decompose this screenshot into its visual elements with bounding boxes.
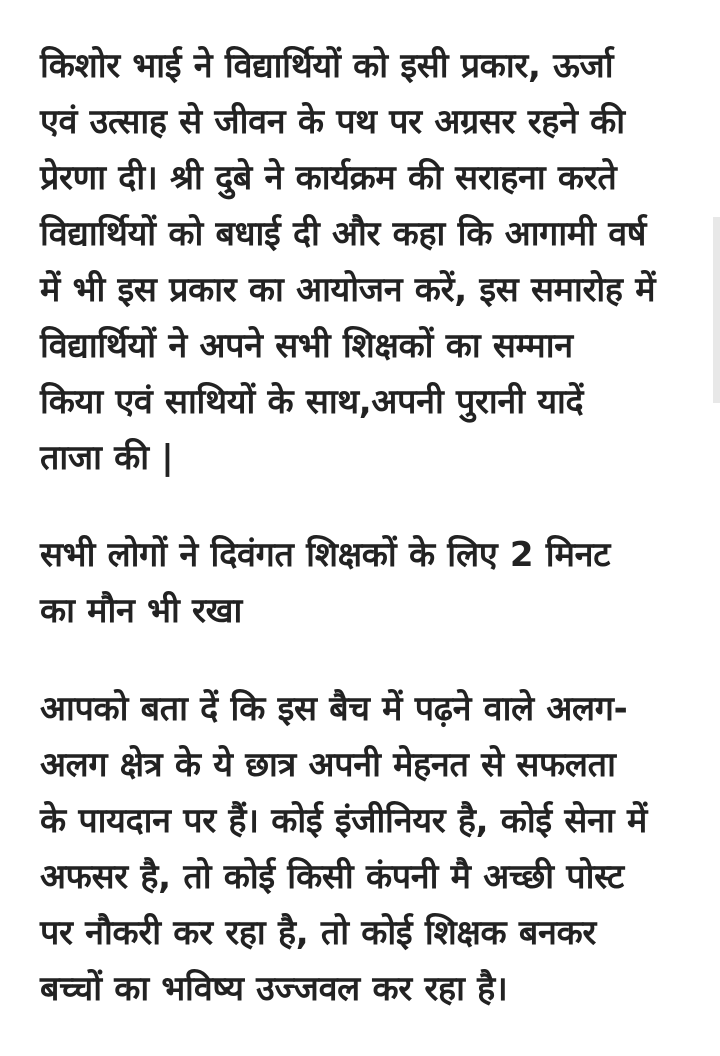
paragraph-3-line: पर नौकरी कर रहा है, तो कोई शिक्षक बनकर — [40, 913, 596, 953]
paragraph-3-line: बच्चों का भविष्य उज्जवल कर रहा है। — [40, 969, 508, 1009]
paragraph-1-line: प्रेरणा दी। श्री दुबे ने कार्यक्रम की सराहना करते — [40, 158, 617, 198]
paragraph-1-line: विद्यार्थियों को बधाई दी और कहा कि आगामी वर्ष — [40, 214, 647, 254]
paragraph-1-line: किशोर भाई ने विद्यार्थियों को इसी प्रकार, ऊर्जा — [40, 46, 614, 86]
paragraph-1-line: में भी इस प्रकार का आयोजन करें, इस समारोह में — [40, 270, 656, 310]
paragraph-spacer — [40, 486, 688, 527]
paragraph-3-line: के पायदान पर हैं। कोई इंजीनियर है, कोई सेना में — [40, 801, 647, 841]
paragraph-2 — [40, 527, 688, 639]
scroll-indicator[interactable] — [713, 217, 720, 403]
paragraph-2-line: का मौन भी रखा — [40, 591, 242, 631]
paragraph-3-line: आपको बता दें कि इस बैच में पढ़ने वाले अलग- — [40, 689, 628, 729]
paragraph-2-line: सभी लोगों ने दिवंगत शिक्षकों के लिए 2 मिनट — [40, 535, 611, 575]
paragraph-1-line: एवं उत्साह से जीवन के पथ पर अग्रसर रहने की — [40, 102, 625, 142]
paragraph-3-line: अलग क्षेत्र के ये छात्र अपनी मेहनत से सफलता — [40, 745, 616, 785]
paragraph-1-line: ताजा की | — [40, 438, 174, 478]
paragraph-3-line: अफसर है, तो कोई किसी कंपनी मै अच्छी पोस्ट — [40, 857, 624, 897]
paragraph-1-line: विद्यार्थियों ने अपने सभी शिक्षकों का सम्मान — [40, 326, 573, 366]
paragraph-1 — [40, 38, 688, 486]
paragraph-1-line: किया एवं साथियों के साथ,अपनी पुरानी यादें — [40, 382, 584, 422]
paragraph-spacer — [40, 639, 688, 681]
article-body — [40, 38, 688, 1017]
paragraph-3 — [40, 681, 688, 1017]
